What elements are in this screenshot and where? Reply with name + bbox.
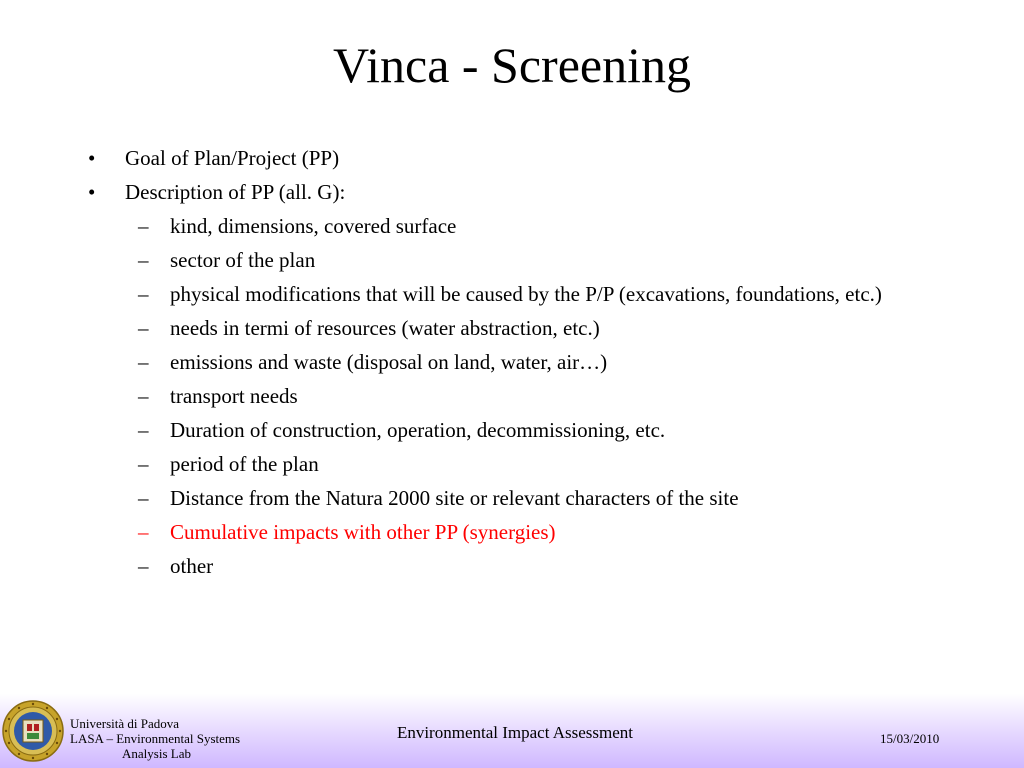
dash-marker: – (138, 214, 149, 238)
dash-marker: – (138, 316, 149, 340)
sub-list-item (88, 554, 968, 578)
sub-list-item-text: Duration of construction, operation, decommissioning, etc. (170, 418, 666, 442)
dash-marker: – (138, 282, 149, 306)
bullet-list (88, 146, 968, 588)
dash-marker: – (138, 384, 149, 408)
sub-list-item (88, 418, 968, 442)
slide-title: Vinca - Screening (333, 37, 691, 93)
sub-list-item-text: other (170, 554, 214, 578)
dash-marker: – (138, 248, 149, 272)
dash-marker: – (138, 554, 149, 578)
university-affiliation (70, 716, 240, 761)
sub-list-item (88, 248, 968, 272)
sub-list-item (88, 486, 968, 510)
sub-list-item-text: transport needs (170, 384, 298, 408)
footer-date: 15/03/2010 (880, 731, 940, 746)
footer-title: Environmental Impact Assessment (396, 723, 634, 742)
university-name: Università di Padova (70, 716, 180, 731)
sub-list-item (88, 316, 968, 340)
sub-list-item (88, 282, 968, 306)
sub-list-item-text: needs in termi of resources (water abstraction, etc.) (170, 316, 600, 340)
bullet-marker: • (88, 180, 96, 204)
dash-marker: – (138, 486, 149, 510)
sub-list-item-text: period of the plan (170, 452, 319, 476)
list-item-text: Goal of Plan/Project (PP) (125, 146, 340, 170)
dash-marker: – (138, 418, 149, 442)
lab-name-continued: Analysis Lab (122, 746, 191, 761)
list-item (88, 180, 968, 204)
dash-marker: – (138, 350, 149, 374)
sub-list-item (88, 214, 968, 238)
sub-list-item-text: Distance from the Natura 2000 site or relevant characters of the site (170, 486, 739, 510)
dash-marker: – (138, 452, 149, 476)
list-item-text: Description of PP (all. G): (125, 180, 346, 204)
sub-list-item (88, 350, 968, 374)
sub-list-item-text: sector of the plan (170, 248, 316, 272)
sub-list-item-text: kind, dimensions, covered surface (170, 214, 457, 238)
sub-list-item-highlighted (88, 520, 968, 544)
dash-marker: – (138, 520, 149, 544)
sub-list-item (88, 452, 968, 476)
sub-list-item-text: emissions and waste (disposal on land, water, air…) (170, 350, 608, 374)
university-seal-icon (2, 700, 64, 762)
sub-list-item (88, 384, 968, 408)
lab-name: LASA – Environmental Systems (70, 731, 241, 746)
sub-list-item-text: physical modifications that will be caused by the P/P (excavations, foundations, etc.) (170, 282, 882, 306)
list-item (88, 146, 968, 170)
bullet-marker: • (88, 146, 96, 170)
sub-list-item-text: Cumulative impacts with other PP (synergies) (170, 520, 556, 544)
